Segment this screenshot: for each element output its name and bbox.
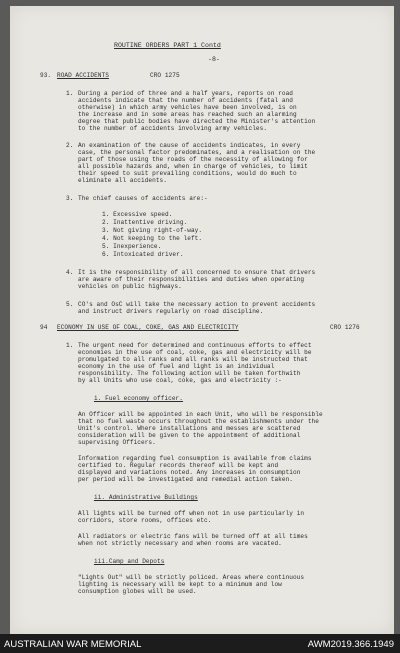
archive-footer [0,634,400,653]
text-line: An examination of the cause of accidents indicates, in every [78,142,301,149]
text-line: An Officer will be appointed in each Unit, who will be responsible [78,411,323,418]
list-item: 3. Not giving right-of-way. [102,227,203,234]
text-line: corridors, store rooms, offices etc. [78,517,212,524]
text-line: Unit's control. Where installations and messes are scattered [78,425,301,432]
text-line: case, the personal factor predominates, and a realisation on the [78,149,316,156]
text-line: vehicles on public highways. [78,283,182,290]
text-line: are aware of their responsibilities and duties when operating [78,276,305,283]
section-reference: CRO 1275 [150,72,180,79]
text-line: Information regarding fuel consumption is available from claims [78,455,312,462]
accession-number: AWM2019.366.1949 [307,639,394,650]
section-number: 93. [40,72,52,79]
institution-name: AUSTRALIAN WAR MEMORIAL [4,639,142,650]
page-title: ROUTINE ORDERS PART 1 Contd [114,42,221,49]
text-line: economy in the use of fuel and light is an individual [78,363,275,370]
subsection-heading: i. Fuel economy officer. [94,395,183,402]
text-line: that no fuel waste occurs throughout the establishments under the [78,418,319,425]
subsection-heading: iii.Camp and Depots [94,558,165,565]
subsection-heading: ii. Administrative Buildings [94,494,198,501]
paragraph-number: 2. [66,142,74,149]
text-line: and instruct drivers regularly on road discipline. [78,308,264,315]
paragraph-number: 1. [66,342,74,349]
text-line: consumption globes will be used. [78,588,197,595]
text-line: economies in the use of coal, coke, gas and electricity will be [78,349,312,356]
section-heading: ROAD ACCIDENTS [57,72,109,79]
text-line: certified to. Regular records thereof will be kept and [78,462,279,469]
text-line: their speed to suit prevailing conditions, would do much to [78,170,297,177]
text-line: degree that public bodies have directed the Minister's attention [78,118,316,125]
text-line: It is the responsibility of all concerned to ensure that drivers [78,269,316,276]
text-line: displayed and variations noted. Any increases in consumption [78,469,301,476]
section-number: 94 [40,324,48,331]
section-heading: ECONOMY IN USE OF COAL, COKE, GAS AND ELECTRICITY [57,324,239,331]
text-line: supervising Officers. [78,439,156,446]
text-line: per period will be investigated and remedial action taken. [78,476,293,483]
text-line: The chief causes of accidents are:- [78,195,208,202]
text-line: part of those using the roads of the necessity of allowing for [78,156,308,163]
paragraph-number: 5. [66,301,74,308]
text-line: CO's and OsC will take the necessary action to prevent accidents [78,301,316,308]
text-line: The urgent need for determined and continuous efforts to effect [78,342,312,349]
text-line: "Lights Out" will be strictly policed. Areas where continuous [78,574,305,581]
text-line: otherwise) in which army vehicles have been involved, is on [78,104,297,111]
text-line: During a period of three and a half years, reports on road [78,90,293,97]
list-item: 6. Intoxicated driver. [102,251,184,258]
list-item: 4. Not keeping to the left. [102,235,203,242]
text-line: All radiators or electric fans will be turned off at all times [78,533,308,540]
list-item: 5. Inexperience. [102,243,162,250]
text-line: when not strictly necessary and when rooms are vacated. [78,540,282,547]
text-line: consideration will be given to the appointment of additional [78,432,301,439]
list-item: 1. Excessive speed. [102,211,173,218]
section-reference: CRO 1276 [330,324,360,331]
text-line: promulgated to all ranks and all ranks will be instructed that [78,356,308,363]
page-number: -8- [208,56,220,63]
paragraph-number: 3. [66,195,74,202]
paragraph-number: 1. [66,90,74,97]
text-line: accidents indicate that the number of accidents (fatal and [78,97,293,104]
text-line: by all Units who use coal, coke, gas and electricity :- [78,377,282,384]
text-line: responsibility. The following action will be taken forthwith [78,370,301,377]
list-item: 2. Inattentive driving. [102,219,188,226]
text-line: lighting is necessary will be kept to a minimum and low [78,581,282,588]
text-line: to the number of accidents involving army vehicles. [78,125,268,132]
text-line: All lights will be turned off when not in use particularly in [78,510,305,517]
text-line: all possible hazards and, when in charge of vehicles, to limit [78,163,308,170]
text-line: eliminate all accidents. [78,177,167,184]
text-line: the increase and in some areas has reached such an alarming [78,111,297,118]
paragraph-number: 4. [66,269,74,276]
document-page [10,6,394,634]
